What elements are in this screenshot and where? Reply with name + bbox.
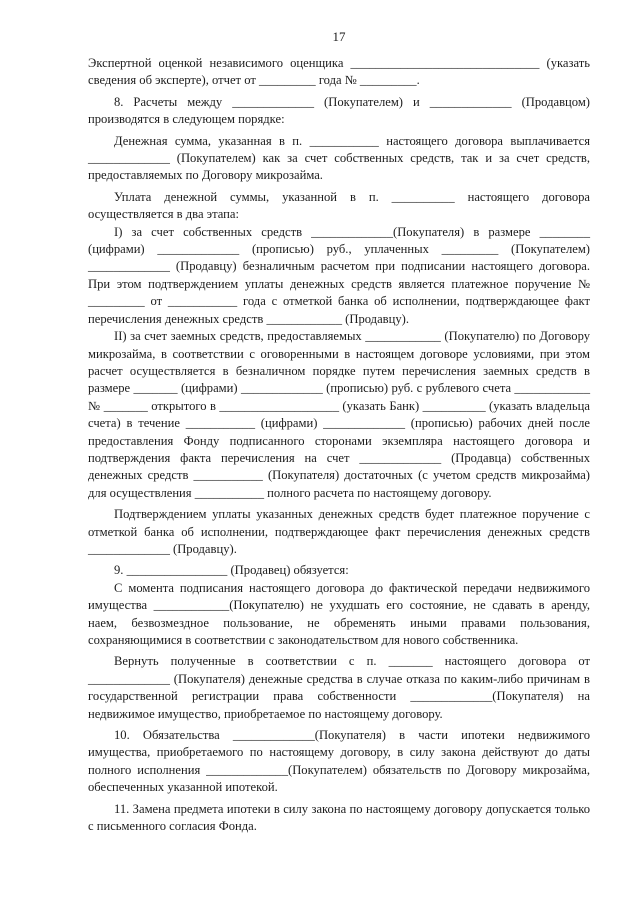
paragraph-stage-1-own-funds: I) за счет собственных средств _____________(Покупателя) в размере ________ (цифрами) _____________ (прописью) руб., уплаченных _________ (Покупателем) _____________ (Продавцу) безналичным расчетом при подписании настоящего договора. При этом подтверждением уплаты денежных средств является платежное поручение № _________ от ___________ года с отметкой банка об исполнении, подтверждающее факт перечисления денежных средств ____________ (Продавцу). bbox=[88, 224, 590, 326]
document-body bbox=[88, 55, 590, 835]
paragraph-clause-9-header: 9. ________________ (Продавец) обязуется: bbox=[114, 563, 349, 578]
paragraph-clause-10-mortgage: 10. Обязательства _____________(Покупателя) в части ипотеки недвижимого имущества, приобретаемого по настоящему договору, в силу закона действуют до даты полного исполнения _____________(Покупателем) обязательств по Договору микрозайма, обеспеченных указанной ипотекой. bbox=[88, 728, 590, 795]
paragraph-stage-2-borrowed-funds: II) за счет заемных средств, предоставляемых ____________ (Покупателю) по Договору микрозайма, в соответствии с оговоренными в настоящем договоре условиями, при этом расчет осуществляется в безналичном порядке путем перечисления заемных средств в размере _______ (цифрами) _____________ (прописью) руб. с рублевого счета ____________ № _______ открытого в ___________________ (указать Банк) __________ (указать владельца счета) в течение ___________ (цифрами) _____________ (прописью) рабочих дней после предоставления Фонду подписанного сторонами экземпляра настоящего договора и подтверждения факта перечисления на счет _____________ (Продавца) собственных денежных средств ___________ (Покупателя) достаточных (с учетом средств микрозайма) для осуществления ___________ полного расчета по настоящему договору. bbox=[88, 329, 590, 500]
paragraph-refund-obligation: Вернуть полученные в соответствии с п. _______ настоящего договора от _____________ (Покупателя) денежные средства в случае отказа по каким-либо причинам в государственной регистрации права собственности _____________(Покупателя) на недвижимое имущество, приобретаемое по настоящему договору. bbox=[88, 654, 590, 721]
paragraph-two-stages: Уплата денежной суммы, указанной в п. __________ настоящего договора осуществляется в два этапа: bbox=[88, 189, 590, 222]
paragraph-payment-confirmation: Подтверждением уплаты указанных денежных средств будет платежное поручение с отметкой банка об исполнении, подтверждающее факт перечисления денежных средств _____________ (Продавцу). bbox=[88, 507, 590, 556]
page-number: 17 bbox=[332, 29, 346, 44]
paragraph-payment-sources: Денежная сумма, указанная в п. ___________ настоящего договора выплачивается _____________ (Покупателем) как за счет собственных средств, так и за счет средств, предоставляемых по Договору микрозайма. bbox=[88, 133, 590, 183]
paragraph-seller-obligations: С момента подписания настоящего договора до фактической передачи недвижимого имущества ____________(Покупателю) не ухудшать его состояние, не сдавать в аренду, наем, безвозмездное пользование, не обременять иными правами пользования, сохраняющимися в соответствии с законодательством для нового собственника. bbox=[88, 580, 590, 647]
paragraph-clause-8-header: 8. Расчеты между _____________ (Покупателем) и _____________ (Продавцом) производятся в следующем порядке: bbox=[88, 94, 590, 127]
paragraph-expert-evaluation: Экспертной оценкой независимого оценщика ______________________________ (указать сведения об эксперте), отчет от _________ года № _________. bbox=[88, 56, 590, 88]
paragraph-clause-11-replacement: 11. Замена предмета ипотеки в силу закона по настоящему договору допускается только с письменного согласия Фонда. bbox=[88, 801, 590, 834]
